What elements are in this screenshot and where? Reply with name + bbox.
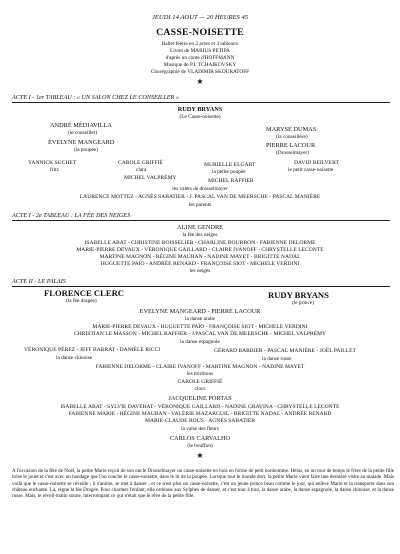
act1-tableau1-heading: ACTE I - 1er TABLEAU : « UN SALON CHEZ LE CONSEILLER » xyxy=(12,94,179,101)
cast-name: CAROLE GRIFFIÉ xyxy=(118,160,163,166)
cast-role: la danse chinoise xyxy=(56,355,93,361)
cast-role: les neiges xyxy=(189,268,211,274)
credit-line: Musique de P.I. TCHAIKOVSKY xyxy=(163,62,237,68)
cast-role: les valets de drosselmayer xyxy=(172,186,228,192)
cast-line: LAURENCE MOTTEZ - AGNÈS SABATIER - J. PASCAL VAN DE MEERSCHE - PASCAL MANIÈRE xyxy=(79,194,321,200)
heading-rule xyxy=(12,220,390,221)
cast-role: la danse espagnole xyxy=(180,339,220,345)
cast-name: MICHEL VALPRÉMY xyxy=(124,175,177,181)
cast-line: ISABELLE ABAT - CHRISTINE BOISSELIER - CHARLINE BOURBON - FABIENNE DELORME xyxy=(84,240,316,246)
cast-role: (le prince) xyxy=(292,300,314,306)
lead-role: (Le Casse-noisette) xyxy=(179,114,221,120)
credit-line: Livret de MARIUS PETIPA xyxy=(170,48,230,54)
cast-role: (le conseiller) xyxy=(68,130,98,136)
cast-role: fritz xyxy=(50,167,59,173)
cast-line: HUGUETTE PAÏO - ANDRÉE RENARD - FRANÇOISE SIOT - MICHELE VERDINI xyxy=(100,261,300,267)
cast-role: (la fée dragée) xyxy=(66,298,97,304)
cast-line: FABIENNE DELORME - CLAIRE IVANOFF - MARTINE MAGNON - NADINE MAYET xyxy=(95,364,305,370)
lead-role: la fée des neiges xyxy=(182,232,218,238)
act2-heading: ACTE II - LE PALAIS xyxy=(12,278,66,285)
lead-name: JACQUELINE PORTAS xyxy=(168,395,232,402)
cast-role: les mirlitons xyxy=(186,371,214,377)
cast-name: DAVID BEILVERT xyxy=(294,160,339,166)
credit-line: d'après un conte d'HOFFMANN xyxy=(165,55,235,61)
cast-role: la danse arabe xyxy=(185,316,215,322)
ballet-title: CASSE-NOISETTE xyxy=(156,27,244,38)
star-ornament: ★ xyxy=(196,451,204,460)
heading-rule xyxy=(12,102,390,103)
cast-role: la valse des fleurs xyxy=(181,426,219,432)
cast-line: GÉRARD BARBIER - PASCAL MANIÈRE - JOËL PAILLET xyxy=(214,348,356,354)
cast-role: la petite poupée xyxy=(212,169,246,175)
cast-name: ÉVELYNE MANGEARD xyxy=(48,139,115,146)
cast-line: VÉRONIQUE PÉREZ - JEFF BARRAT - DANIÈLE RICCI xyxy=(24,347,161,353)
cast-role: la danse russe xyxy=(262,356,292,362)
cast-name: CAROLE GRIFFIÉ xyxy=(177,379,223,385)
cast-line: CHRISTIAN LE MASSON - MICHEL RAFFIER - J.PASCAL VAN DE MEERSCHE - MICHEL VALPRÉMY xyxy=(73,331,327,337)
cast-name: ANDRÉ MÉDIAVILLA xyxy=(50,122,112,129)
credit-line: Chorégraphie de VLADIMIR SKOURATOFF xyxy=(150,69,250,75)
lead-name: ALINE GENDRE xyxy=(177,224,223,231)
cast-name: MARYSE DUMAS xyxy=(266,126,317,133)
cast-line: MARIE-CLAUDE ROUS - AGNÈS SABATIER xyxy=(144,418,255,424)
cast-role: les parents xyxy=(188,202,212,208)
cast-line: EVELYNE MANGEARD - PIERRE LACOUR xyxy=(139,308,261,315)
act1-tableau2-heading: ACTE I - 2e TABLEAU : LA FÉE DES NEIGES xyxy=(12,212,131,219)
cast-role: (Drosselmayer) xyxy=(276,150,309,156)
cast-line: MARTINE MAGNON - RÉGINE MAURAN - NADINE MAYET - BRIGITTE NADAL xyxy=(99,254,301,260)
cast-role: clocs xyxy=(194,386,206,392)
heading-rule xyxy=(12,286,390,287)
cast-line: FABIENNE MARIE - RÉGINE MAURAN - VALÉRIE MAZARGUIL - BRIGITTE NADAL - ANDRÉE RENARD xyxy=(68,411,332,417)
credit-line: Ballet féérie en 2 actes et 3 tableaux xyxy=(161,41,239,47)
synopsis-paragraph: A l'occasion de la fête de Noël, la petite Marie reçoit de son oncle Drosselmayer un casse-noisette en bois en forme de petit bonhomme. Hélas, en un tour de temps le frère de la petite fille brise le jouet et c'est avec un bandage que l'on couche le casse-noisette, dans le lit de la poupée. Lorsque tout le monde dort, la petite Marie vient faire une dernière visite au malade. Mais voilà que le casse-noisette se réveille ; il s'anime, se met à danser ; et ce n'est plus un casse-noisette, c'est un jeune prince beau comme le jour, qui enlève Marie et la transporte dans son château enchanté. Là, règne la fée Dragée. Pour charmer l'enfant, elle ordonne aux Sylphes de danser, et c'est tour à tour, la danse arabe, la danse espagnole, la danse chinoise, et la danse russe. Mais, le réveil-matin sonne, interrompant ce qui n'était que le rêve de la petite fille. xyxy=(12,468,394,500)
cast-role: clara xyxy=(136,167,147,173)
cast-name: YANNICK SUCHET xyxy=(28,160,77,166)
lead-name: CARLOS CARVALHO xyxy=(169,435,231,442)
lead-name: RUDY BRYANS xyxy=(177,106,223,113)
cast-name: RUDY BRYANS xyxy=(268,290,329,300)
cast-role: (la poupée) xyxy=(74,147,98,153)
cast-role: (le bouffon) xyxy=(187,443,213,449)
cast-name: FLORENCE CLERC xyxy=(44,288,124,298)
cast-role: le petit casse-noisette xyxy=(288,167,334,173)
cast-role: (la conseillère) xyxy=(276,134,308,140)
date-line: JEUDI 14 AOUT — 20 HEURES 45 xyxy=(151,14,249,21)
cast-line: MARIE-PIERRE DEVAUX - HUGUETTE PAÏO - FRANÇOISE SIOT - MICHELE VERDINI xyxy=(92,324,308,330)
cast-line: ISABELLE ABAT - SYLVIE DAVERAT - VÉRONIQUE GAILLARD - NADINE GRAVINA - CHRYSTELLE LECONTE xyxy=(60,404,340,410)
cast-name: MURIELLE ELGART xyxy=(204,162,256,168)
cast-name: MICHEL RAFFIER xyxy=(208,178,254,184)
cast-line: MARIE-PIERRE DEVAUX - VÉRONIQUE GAILLARD - CLAIRE IVANOFF - CHRYSTELLE LECONTE xyxy=(76,247,324,253)
star-ornament: ★ xyxy=(196,77,204,86)
cast-name: PIERRE LACOUR xyxy=(266,142,316,149)
